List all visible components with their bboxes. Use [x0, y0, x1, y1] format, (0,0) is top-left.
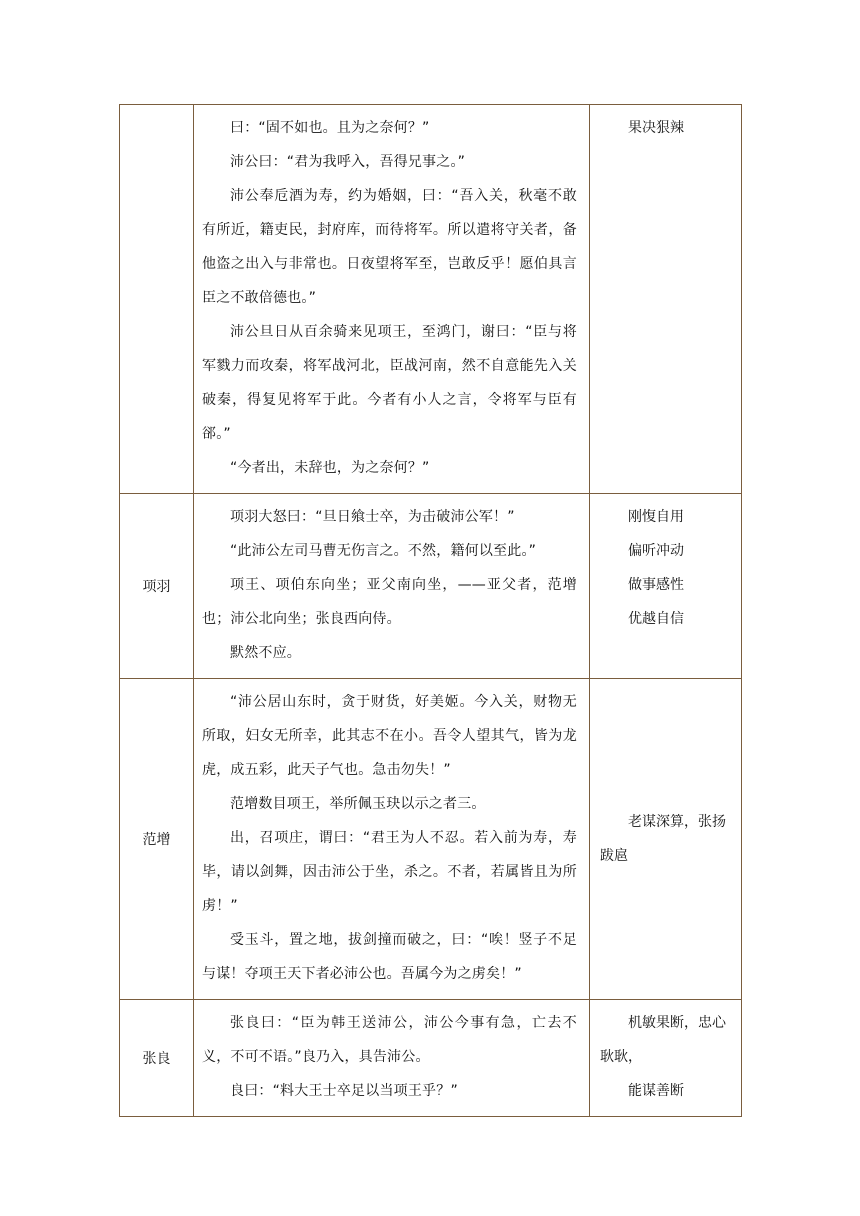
quote-cell — [194, 105, 590, 494]
trait-text: 优越自信 — [628, 611, 684, 627]
quote-paragraph: 张良曰：“臣为韩王送沛公，沛公今事有急，亡去不义，不可不语。”良乃入，具告沛公。 — [202, 1015, 577, 1065]
quote-paragraph: 沛公曰：“君为我呼入，吾得兄事之。” — [230, 154, 466, 170]
quote-paragraph: 范增数目项王，举所佩玉玦以示之者三。 — [230, 796, 486, 812]
character-name: 项羽 — [142, 579, 171, 595]
trait-text: 老谋深算，张扬跋扈 — [600, 814, 726, 864]
character-name: 张良 — [142, 1051, 171, 1067]
quote-paragraph: 项羽大怒曰：“旦日飨士卒，为击破沛公军！” — [230, 509, 515, 525]
quote-cell — [194, 494, 590, 679]
trait-text: 做事感性 — [628, 577, 684, 593]
trait-text: 能谋善断 — [628, 1083, 684, 1099]
trait-text: 机敏果断，忠心耿耿， — [600, 1015, 726, 1065]
quote-paragraph: 曰：“固不如也。且为之奈何？” — [230, 120, 430, 136]
character-name-cell — [120, 679, 194, 1000]
trait-cell — [590, 1000, 742, 1117]
quote-paragraph: 默然不应。 — [230, 645, 301, 661]
quote-paragraph: 出，召项庄，谓曰：“君王为人不忍。若入前为寿，寿毕，请以剑舞，因击沛公于坐，杀之。不者，若属皆且为所虏！” — [202, 830, 577, 914]
character-name-cell — [120, 1000, 194, 1117]
trait-text: 刚愎自用 — [628, 509, 684, 525]
quote-paragraph: 项王、项伯东向坐；亚父南向坐，——亚父者，范增也；沛公北向坐；张良西向侍。 — [202, 577, 577, 627]
quote-cell — [194, 1000, 590, 1117]
trait-text: 果决狠辣 — [628, 120, 684, 136]
trait-cell — [590, 105, 742, 494]
trait-cell — [590, 494, 742, 679]
quote-paragraph: 良曰：“料大王士卒足以当项王乎？” — [230, 1083, 458, 1099]
character-name: 范增 — [142, 832, 171, 848]
quote-paragraph: 沛公旦日从百余骑来见项王，至鸿门，谢曰：“臣与将军戮力而攻秦，将军战河北，臣战河南，然不自意能先入关破秦，得复见将军于此。今者有小人之言，令将军与臣有郤。” — [202, 324, 577, 442]
table-row — [120, 679, 742, 1000]
quote-paragraph: “今者出，未辞也，为之奈何？” — [230, 460, 430, 476]
trait-text: 偏听冲动 — [628, 543, 684, 559]
trait-cell — [590, 679, 742, 1000]
quote-paragraph: 沛公奉卮酒为寿，约为婚姻，曰：“吾入关，秋毫不敢有所近，籍吏民，封府库，而待将军。所以遣将守关者，备他盗之出入与非常也。日夜望将军至，岂敢反乎！愿伯具言臣之不敢倍德也。” — [202, 188, 577, 306]
quote-paragraph: “沛公居山东时，贪于财货，好美姬。今入关，财物无所取，妇女无所幸，此其志不在小。吾令人望其气，皆为龙虎，成五彩，此天子气也。急击勿失！” — [202, 694, 577, 778]
character-name-cell — [120, 105, 194, 494]
table-row — [120, 494, 742, 679]
table-row — [120, 105, 742, 494]
quote-paragraph: 受玉斗，置之地，拔剑撞而破之，曰：“唉！竖子不足与谋！夺项王天下者必沛公也。吾属今为之虏矣！” — [202, 932, 577, 982]
table-row — [120, 1000, 742, 1117]
character-name-cell — [120, 494, 194, 679]
quote-cell — [194, 679, 590, 1000]
character-analysis-table — [119, 104, 742, 1117]
quote-paragraph: “此沛公左司马曹无伤言之。不然，籍何以至此。” — [230, 543, 537, 559]
